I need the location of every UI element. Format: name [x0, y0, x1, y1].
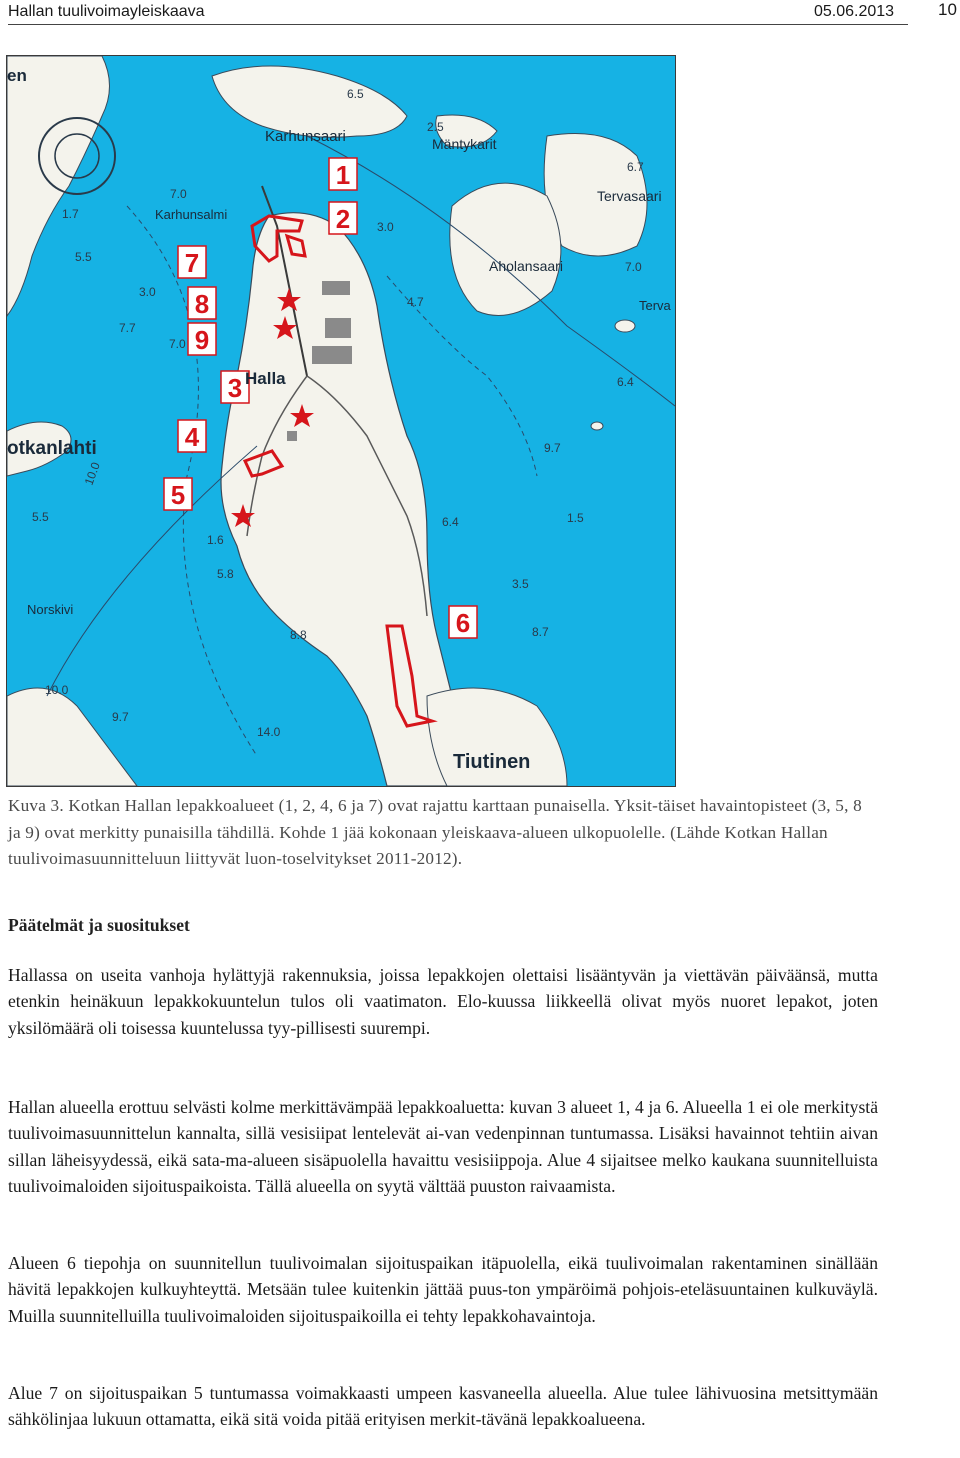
depth-label: 7.0: [170, 187, 187, 201]
land-islet: [591, 422, 603, 430]
depth-label: 7.0: [169, 337, 186, 351]
depth-label: 5.5: [75, 250, 92, 264]
depth-label: 6.4: [442, 515, 459, 529]
place-label-kotkanlahti: otkanlahti: [7, 438, 97, 459]
document-date: 05.06.2013: [814, 3, 895, 20]
body-paragraph: Hallan alueella erottuu selvästi kolme merkittävämpää lepakkoaluetta: kuvan 3 alueet 1, 4 ja 6. Alueella 1 ei ole merkitystä tuulivoimasuunnittelun kannalta, sillä vesisiipat lentelevät ai-van vedenpinnan tuntumassa. Lisäksi havainnot tehtiin aivan sillan läheisyydessä, eikä sata-ma-alueen sisäpuolella havaittu vesisiippoja. Alue 4 sijaitsee melko kaukana suunnitelluista tuulivoimaloiden sijoituspaikoista. Tällä alueella on syytä välttää puuston raivaamista.: [8, 1097, 878, 1196]
document-title: Hallan tuulivoimayleiskaava: [8, 3, 205, 20]
place-label-halla: Halla: [245, 369, 286, 388]
page-number: 10: [938, 0, 957, 19]
body-paragraph: Hallassa on useita vanhoja hylättyjä rakennuksia, joissa lepakkojen olettaisi lisääntyvän ja viettävän päiväänsä, mutta etenkin heinäkuun lepakkokuuntelun tulos oli vaatimaton. Elo-kuussa liikkeellä olivat myös nuoret lepakot, joten yksilömäärä oli toisessa kuuntelussa tyy-pillisesti suurempi.: [8, 965, 878, 1038]
depth-label: 5.8: [217, 567, 234, 581]
depth-label: 5.5: [32, 510, 49, 524]
depth-label: 10.0: [81, 460, 103, 488]
map-canvas: [7, 56, 675, 786]
building: [312, 346, 352, 364]
depth-label: 14.0: [257, 725, 281, 739]
body-paragraph: Alueen 6 tiepohja on suunnitellun tuulivoimalan sijoituspaikan itäpuolella, eikä tuulivoimalan rakentaminen sinällään hävitä lepakkojen kulkuyhteyttä. Metsään tulee kuitenkin jättää puus-ton ympäröimä pohjois-eteläsuuntainen kulkuväylä. Muilla suunnitelluilla tuulivoimaloiden sijoituspaikoilla ei tehty lepakkohavaintoja.: [8, 1253, 878, 1326]
place-label-mantykarit: Mäntykarit: [432, 136, 497, 152]
place-label-terva: Terva: [639, 298, 671, 313]
building: [322, 281, 350, 295]
area-marker-4: 4: [184, 422, 200, 452]
header-divider: [8, 24, 908, 25]
area-marker-8: 8: [194, 289, 210, 319]
depth-label: 1.5: [567, 511, 584, 525]
depth-label: 6.7: [627, 160, 644, 174]
depth-label: 6.5: [347, 87, 364, 101]
depth-label: 7.7: [119, 321, 136, 335]
section-heading: Päätelmät ja suositukset: [8, 915, 190, 935]
depth-label: 8.7: [532, 625, 549, 639]
depth-label: 9.7: [544, 441, 561, 455]
figure-caption: Kuva 3. Kotkan Hallan lepakkoalueet (1, 2, 4, 6 ja 7) ovat rajattu karttaan punaisella. Yksit-täiset havaintopisteet (3, 5, 8 ja 9) ovat merkitty punaisilla tähdillä. Kohde 1 jää kokonaan yleiskaava-alueen ulkopuolelle. (Lähde Kotkan Hallan tuulivoimasuunnitteluun liittyvät luon-toselvitykset 2011-2012).: [8, 796, 862, 868]
depth-label: 10.0: [45, 683, 69, 697]
place-label-tiutinen: Tiutinen: [453, 751, 531, 773]
depth-label: 3.0: [139, 285, 156, 299]
area-marker-3: 3: [227, 373, 243, 403]
body-paragraph: Alue 7 on sijoituspaikan 5 tuntumassa voimakkaasti umpeen kasvaneella alueella. Alue tulee lähivuosina metsittymään sähkölinjaa lukuun ottamatta, eikä sitä voida pitää erityisen merkit-tävänä lepakkoalueena.: [8, 1383, 878, 1430]
land-islet: [615, 320, 635, 332]
page-header: [8, 0, 957, 22]
depth-label: 9.7: [112, 710, 129, 724]
place-label-norskivi: Norskivi: [27, 602, 74, 617]
place-label-karhunsalmi: Karhunsalmi: [155, 207, 228, 222]
place-label-en: en: [7, 66, 27, 85]
depth-label: 7.0: [625, 260, 642, 274]
area-marker-6: 6: [455, 608, 471, 638]
land-aholansaari: [450, 183, 561, 315]
depth-label: 8.8: [290, 628, 307, 642]
depth-label: 3.5: [512, 577, 529, 591]
depth-label: 1.6: [207, 533, 224, 547]
area-marker-9: 9: [194, 325, 210, 355]
map-figure: [6, 55, 676, 787]
depth-label: 4.7: [407, 295, 424, 309]
place-label-aholansaari: Aholansaari: [489, 258, 563, 274]
depth-label: 3.0: [377, 220, 394, 234]
area-marker-7: 7: [184, 248, 200, 278]
depth-label: 1.7: [62, 207, 79, 221]
depth-label: 2.5: [427, 120, 444, 134]
area-marker-2: 2: [335, 204, 351, 234]
building: [287, 431, 297, 441]
place-label-karhunsaari: Karhunsaari: [265, 128, 346, 145]
area-marker-1: 1: [335, 160, 351, 190]
building: [325, 318, 351, 338]
area-marker-5: 5: [170, 480, 186, 510]
depth-label: 6.4: [617, 375, 634, 389]
place-label-tervasaari: Tervasaari: [597, 188, 662, 204]
